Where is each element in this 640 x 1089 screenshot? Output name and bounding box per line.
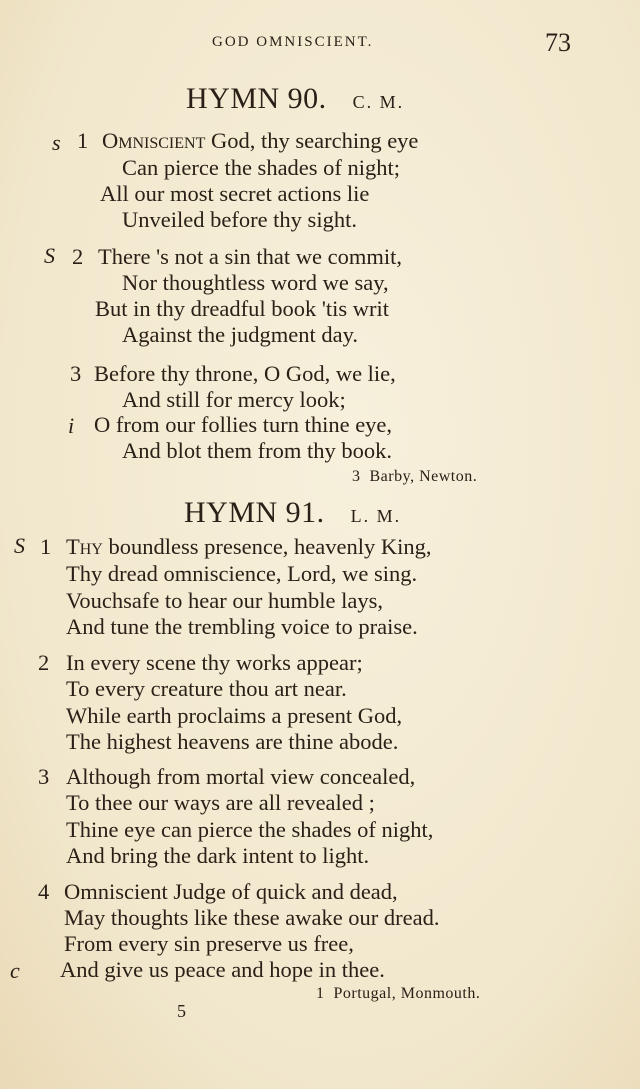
verse-line: And bring the dark intent to light. (66, 843, 370, 868)
tune-names: Portugal, Monmouth. (333, 985, 481, 1002)
verse-line: O from our follies turn thine eye, (94, 412, 393, 437)
stanza-number: 1 (40, 534, 52, 559)
verse-line: Can pierce the shades of night; (122, 155, 401, 180)
verse-line: Against the judgment day. (122, 322, 358, 347)
verse-line: All our most secret actions lie (100, 181, 370, 206)
verse-line: And give us peace and hope in thee. (60, 957, 385, 982)
verse-line (102, 128, 418, 154)
tune-number: 3 (352, 468, 361, 485)
verse-lead-word: Omniscient (102, 128, 206, 153)
stanza-number: 2 (38, 650, 50, 675)
hymn-91-heading (184, 496, 401, 530)
verse-line: To thee our ways are all revealed ; (66, 790, 375, 815)
verse-line: May thoughts like these awake our dread. (64, 905, 440, 930)
verse-line: While earth proclaims a present God, (66, 703, 403, 728)
dynamic-mark: i (68, 413, 75, 438)
hymn-title: HYMN 90. (186, 82, 327, 115)
stanza-number: 3 (38, 764, 50, 789)
dynamic-mark: c (10, 958, 20, 983)
dynamic-mark: s (52, 130, 61, 155)
verse-line: But in thy dreadful book 'tis writ (95, 296, 390, 321)
verse-line: And blot them from thy book. (122, 438, 392, 463)
verse-line: To every creature thou art near. (66, 676, 347, 701)
tune-reference (316, 985, 480, 1003)
verse-line: And tune the trembling voice to praise. (66, 614, 418, 639)
tune-names: Barby, Newton. (369, 468, 478, 485)
verse-line: Although from mortal view concealed, (66, 764, 416, 789)
verse-line: Unveiled before thy sight. (122, 207, 357, 232)
running-title: GOD OMNISCIENT. (212, 34, 374, 50)
hymn-meter: C. M. (352, 92, 405, 112)
stanza-number: 4 (38, 879, 50, 904)
verse-lead-word: Thy (66, 534, 103, 559)
verse-line: Thine eye can pierce the shades of night, (66, 817, 434, 842)
verse-line: Nor thoughtless word we say, (122, 270, 389, 295)
hymn-90-heading (186, 82, 404, 116)
stanza-number: 1 (77, 128, 89, 153)
verse-line: In every scene thy works appear; (66, 650, 363, 675)
tune-number: 1 (316, 985, 325, 1002)
verse-line: Thy dread omniscience, Lord, we sing. (66, 561, 418, 586)
verse-line (66, 534, 432, 560)
stanza-number: 2 (72, 244, 84, 269)
verse-line-text: boundless presence, heavenly King, (102, 534, 432, 559)
verse-line: Before thy throne, O God, we lie, (94, 361, 396, 386)
page-number: 73 (545, 28, 571, 57)
verse-line: And still for mercy look; (122, 387, 346, 412)
dynamic-mark: S (14, 533, 25, 558)
verse-line: Omniscient Judge of quick and dead, (64, 879, 398, 904)
verse-line: From every sin preserve us free, (64, 931, 354, 956)
hymn-meter: L. M. (350, 506, 402, 526)
verse-line: Vouchsafe to hear our humble lays, (66, 588, 383, 613)
signature-mark: 5 (177, 1001, 186, 1021)
dynamic-mark: S (44, 243, 55, 268)
tune-reference (352, 468, 477, 486)
verse-line: There 's not a sin that we commit, (98, 244, 402, 269)
stanza-number: 3 (70, 361, 82, 386)
hymn-title: HYMN 91. (184, 496, 325, 529)
verse-line-text: God, thy searching eye (205, 128, 419, 153)
verse-line: The highest heavens are thine abode. (66, 729, 399, 754)
